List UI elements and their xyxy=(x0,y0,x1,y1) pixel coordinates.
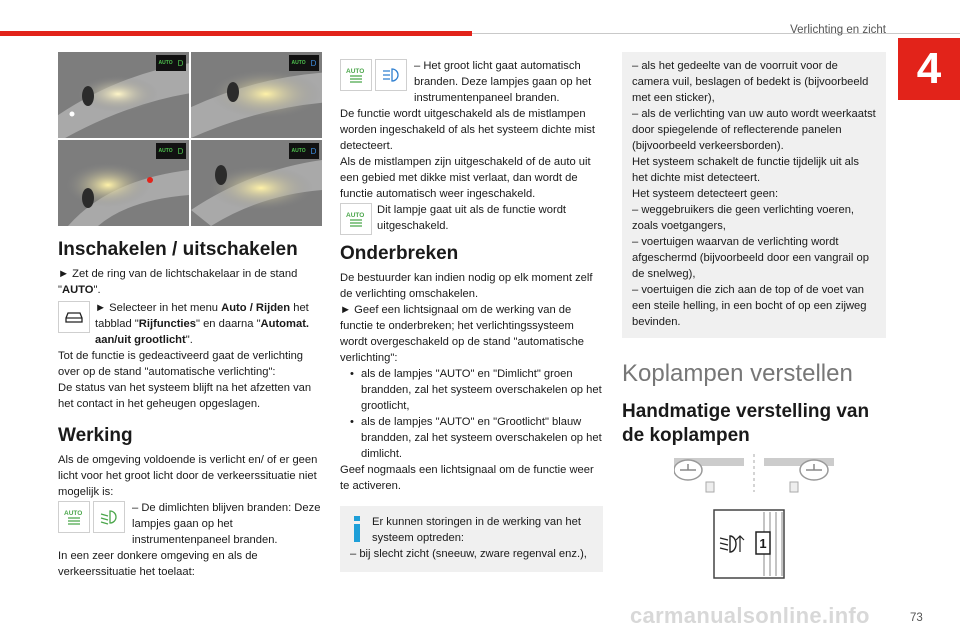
badge-auto-low: AUTO D xyxy=(156,55,186,71)
svg-text:AUTO: AUTO xyxy=(346,68,365,75)
column-3 xyxy=(622,52,886,338)
para-dark: In een zeer donkere omgeving en als de verkeerssituatie het toelaat: xyxy=(58,550,258,578)
bullet-2: • als de lampjes "AUTO" en "Grootlicht" blauw brandden, zal het systeem overschakelen op het dimlicht. xyxy=(350,416,602,460)
step-menu: ► Selecteer in het menu Auto / Rijden het tabblad "Rijfuncties" en daarna "Automat. aan/uit grootlicht". xyxy=(58,300,324,348)
conditions-block: – als het gedeelte van de voorruit voor de camera vuil, beslagen of bedekt is (bijvoorbeeld met een sticker), – als de verlichting van uw auto wordt weerkaatst door spiegelende of reflecterende panelen (bijvoorbeeld verkeersborden). Het systeem schakelt de functie tijdelijk uit als het dichte mist detecteert. Het systeem detecteert geen: – weggebruikers die geen verlichting voeren, zoals voetgangers, – voertuigen waarvan de verlichting wordt afgeschermd (bijvoorbeeld door een vangrail op de snelweg), – voertuigen die zich aan de top of de voet van een steile helling, in een bocht of op een zijweg bevinden. xyxy=(622,52,886,338)
para-driver: De bestuurder kan indien nodig op elk moment zelf de verlichting omschakelen. xyxy=(340,272,593,300)
para-deactivated: Tot de functie is gedeactiveerd gaat de verlichting over op de stand "automatische verlichting": xyxy=(58,350,304,378)
section-title: Verlichting en zicht xyxy=(790,24,886,36)
para-flash: ► Geef een lichtsignaal om de werking van de functie te onderbreken; het verlichtingssysteem wordt overgeschakeld op de stand "automatische verlichting": xyxy=(340,304,585,364)
column-1 xyxy=(58,238,324,580)
low-beam-row: AUTO – De dimlichten blijven branden: Deze lampjes gaan op het instrumentenpaneel branden. xyxy=(58,500,324,548)
info-icon xyxy=(350,516,364,542)
para-fog-on: Als de mistlampen zijn uitgeschakeld of de auto uit een gebied met dikke mist verlaat, dan wordt de functie automatisch weer ingeschakeld. xyxy=(340,156,591,200)
adjust-wheel-value: 1 xyxy=(759,535,767,551)
info-item-1: – bij slecht zicht (sneeuw, zware regenval enz.), xyxy=(350,548,587,560)
heading-interrupt: Onderbreken xyxy=(340,243,459,264)
auto-lamp-icon xyxy=(58,501,90,533)
auto-lamp-icon-3 xyxy=(340,203,372,235)
badge-auto-low-2: AUTO D xyxy=(156,143,186,159)
watermark: carmanualsonline.info xyxy=(630,603,870,628)
auto-off-row: AUTO Dit lampje gaat uit als de functie wordt uitgeschakeld. xyxy=(340,202,603,234)
info-box: Er kunnen storingen in de werking van het systeem optreden: – bij slecht zicht (sneeuw, zware regenval enz.), xyxy=(340,506,603,572)
high-beam-icon xyxy=(375,59,407,91)
chapter-number: 4 xyxy=(898,38,960,100)
settings-car-icon xyxy=(58,301,90,333)
bullet-1: • als de lampjes "AUTO" en "Dimlicht" groen brandden, zal het systeem overschakelen op het grootlicht, xyxy=(350,368,602,412)
header-rule xyxy=(472,33,960,34)
para-memory: De status van het systeem blijft na het afzetten van het contact in het geheugen opgeslagen. xyxy=(58,382,312,410)
low-beam-icon xyxy=(93,501,125,533)
auto-lamp-icon-2 xyxy=(340,59,372,91)
page-number: 73 xyxy=(910,612,923,624)
section-title-headlamp: Koplampen verstellen xyxy=(622,360,853,387)
high-beam-row: AUTO – Het groot licht gaat automatisch branden. Deze lampjes gaan op het instrumentenpaneel branden. xyxy=(340,58,603,106)
para-bright: Als de omgeving voldoende is verlicht en/ of er geen licht voor het groot licht door de verkeerssituatie niet mogelijk is: xyxy=(58,454,318,498)
para-reactivate: Geef nogmaals een lichtsignaal om de functie weer te activeren. xyxy=(340,464,594,492)
header-red-bar xyxy=(0,31,472,36)
badge-auto-high: AUTO D xyxy=(289,55,319,71)
step-ring: ► Zet de ring van de lichtschakelaar in de stand "AUTO". xyxy=(58,268,298,296)
heading-switch: Inschakelen / uitschakelen xyxy=(58,239,298,260)
para-fog-off: De functie wordt uitgeschakeld als de mistlampen worden ingeschakeld of als het systeem dichte mist detecteert. xyxy=(340,108,595,152)
badge-auto-high-2: AUTO D xyxy=(289,143,319,159)
svg-text:AUTO: AUTO xyxy=(64,510,83,517)
headlamp-adjust-figure xyxy=(674,452,834,580)
column-2 xyxy=(340,58,603,572)
auto-beam-figure xyxy=(58,52,322,226)
heading-work: Werking xyxy=(58,425,133,446)
subsection-title: Handmatige verstelling van de koplampen xyxy=(622,401,870,446)
svg-text:AUTO: AUTO xyxy=(346,212,365,219)
